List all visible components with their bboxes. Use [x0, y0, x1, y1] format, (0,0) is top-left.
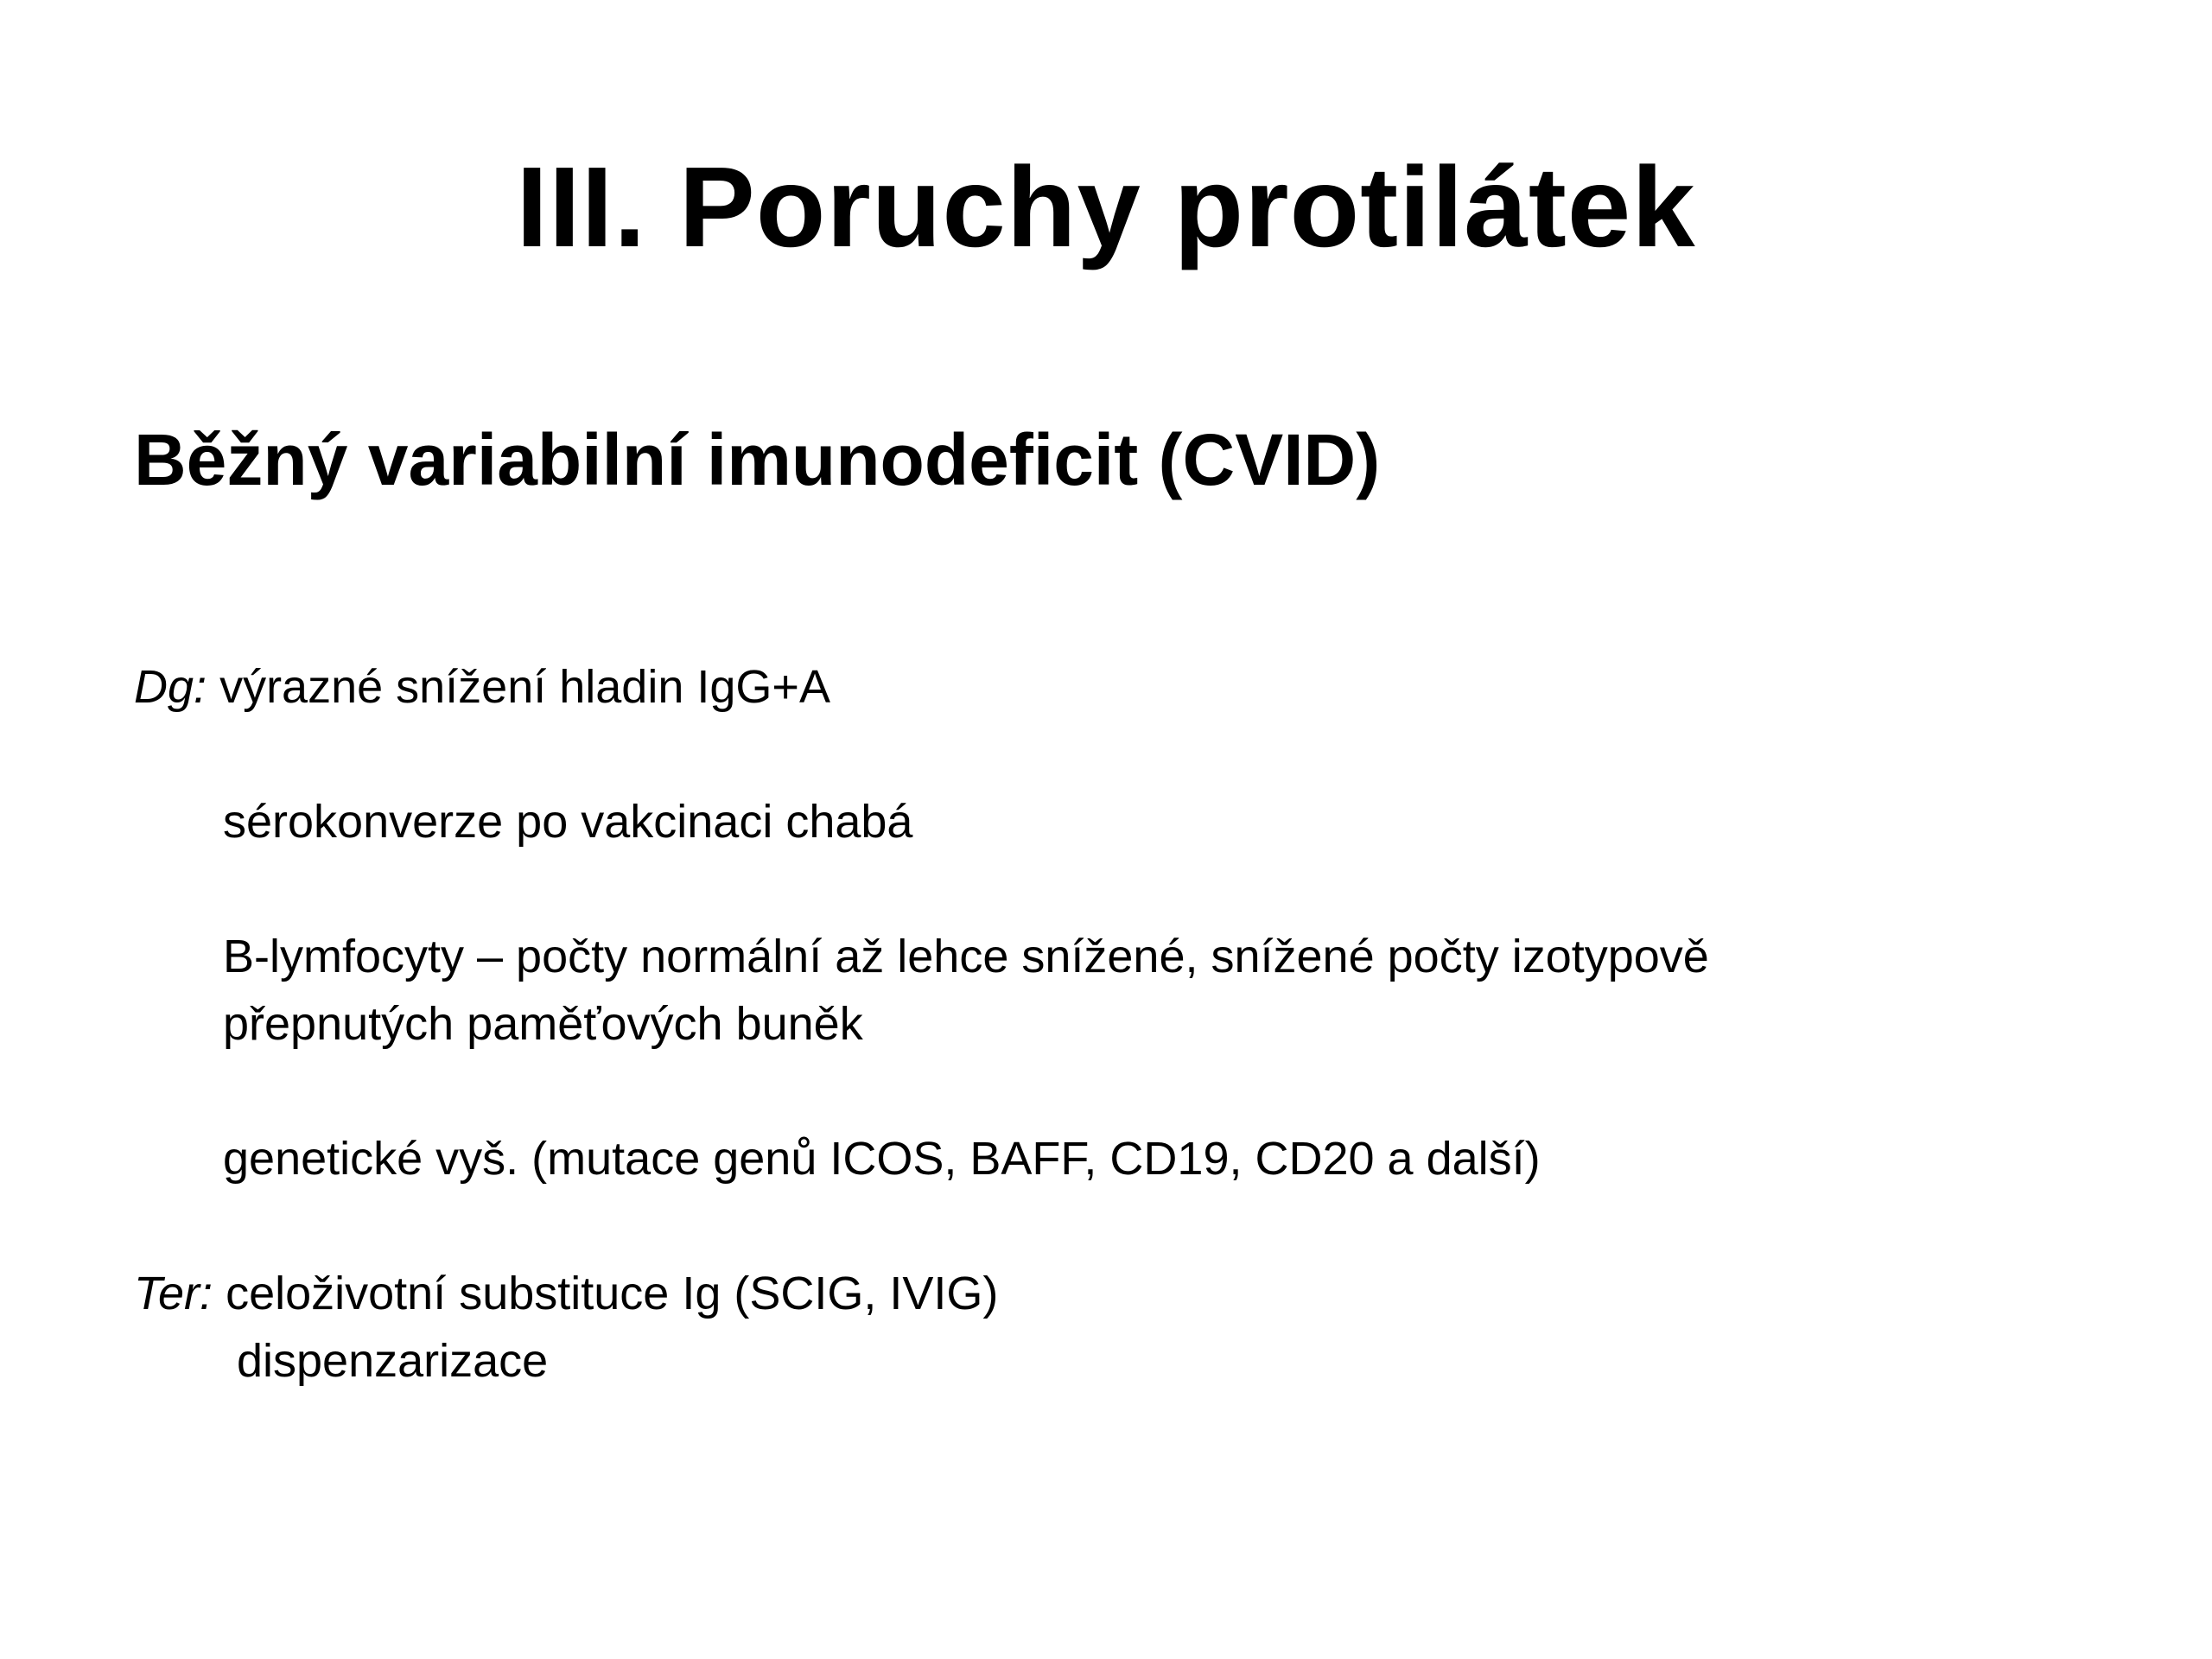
diagnosis-item-genetic: genetické vyš. (mutace genů ICOS, BAFF, CD19, CD20 a další) — [223, 1133, 1541, 1185]
diagnosis-item-b-lymphocytes: B-lymfocyty – počty normální až lehce snížené, snížené počty izotypově — [223, 931, 1709, 982]
diagnosis-item-b-lymphocytes-cont: přepnutých paměťových buněk — [223, 998, 863, 1050]
diagnosis-label: Dg: — [134, 661, 207, 713]
therapy-line — [134, 1260, 998, 1327]
diagnosis-first: výrazné snížení hladin IgG+A — [219, 661, 830, 713]
therapy-item-dispensarization: dispenzarizace — [237, 1335, 549, 1387]
diagnosis-line — [134, 653, 830, 721]
diagnosis-item-seroconversion: sérokonverze po vakcinaci chabá — [223, 796, 913, 848]
therapy-first: celoživotní substituce Ig (SCIG, IVIG) — [226, 1268, 999, 1319]
slide-subtitle: Běžný variabilní imunodeficit (CVID) — [134, 419, 1381, 500]
slide-title: III. Poruchy protilátek — [516, 143, 1696, 270]
therapy-label: Ter: — [134, 1268, 213, 1319]
